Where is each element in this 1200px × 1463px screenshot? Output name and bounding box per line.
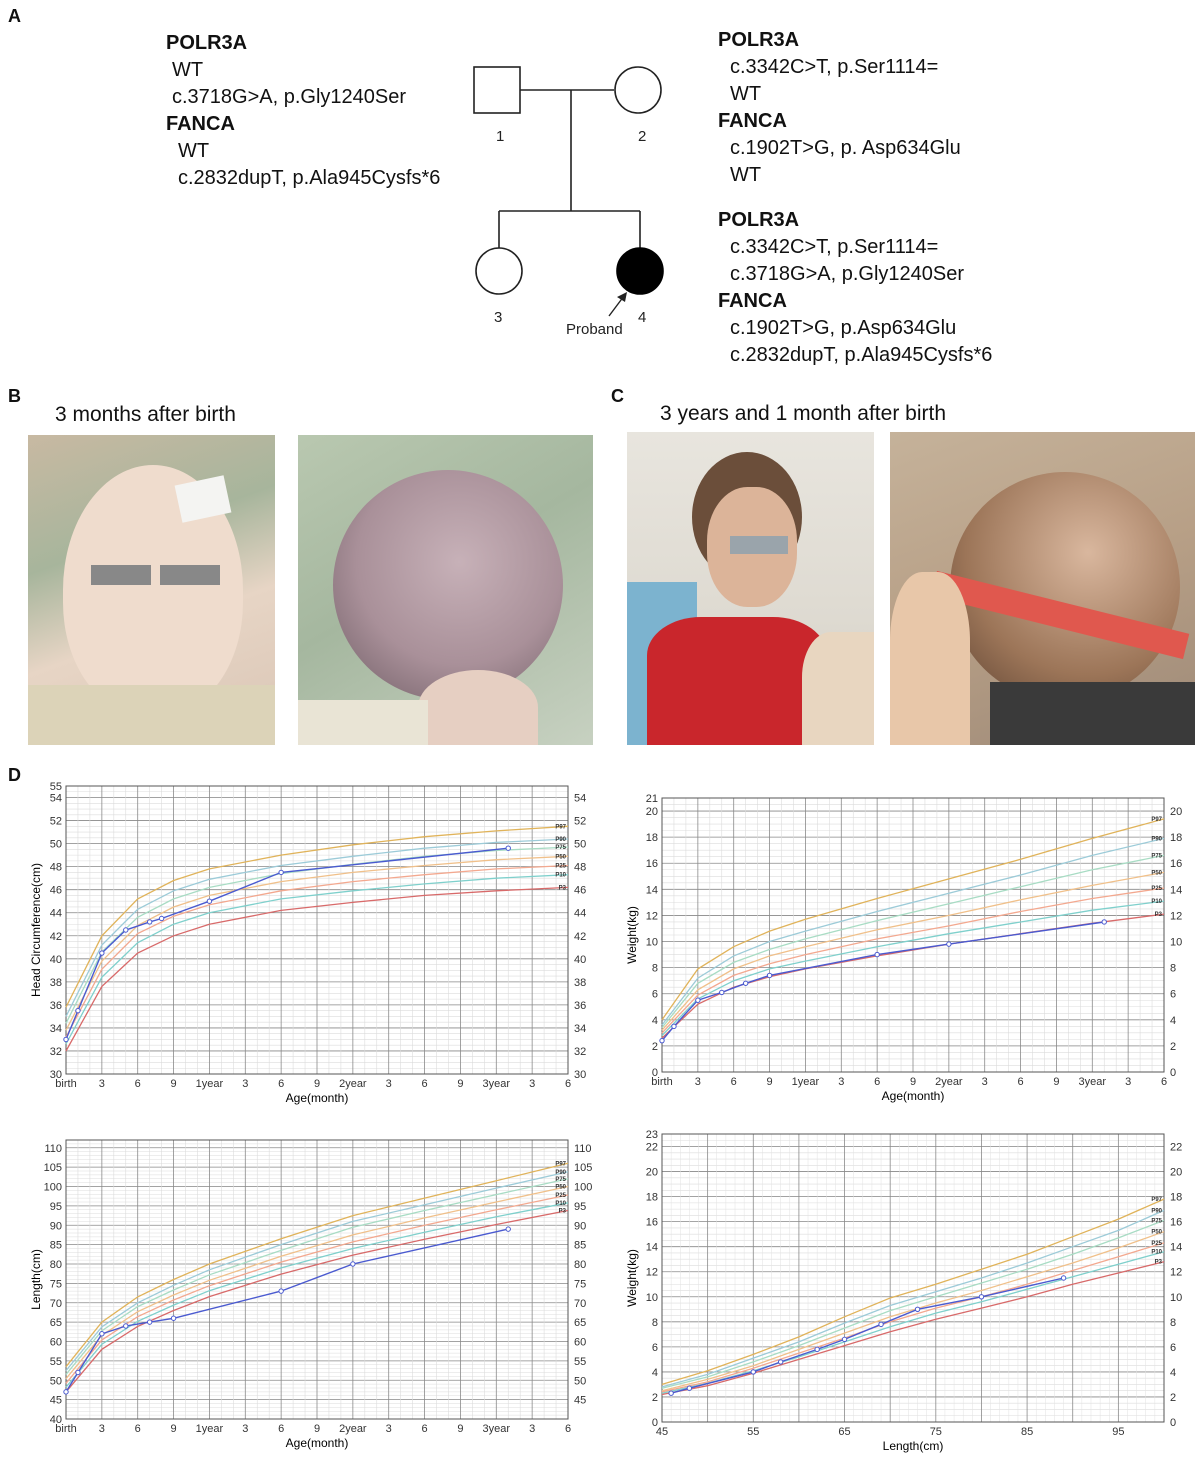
- infant-clothing: [28, 685, 275, 745]
- y-tick-label-right: 45: [574, 1394, 587, 1407]
- x-tick-label: 9: [457, 1423, 464, 1435]
- examiner-hand: [890, 572, 970, 745]
- y-tick-label: 44: [49, 907, 62, 920]
- x-tick-label: 85: [1020, 1426, 1034, 1438]
- patient-data-point: [767, 973, 771, 977]
- y-tick-label: 12: [645, 910, 658, 923]
- sibling-number: 3: [494, 309, 503, 326]
- percentile-label: P25: [555, 863, 566, 870]
- percentile-label: P75: [1151, 1218, 1162, 1225]
- patient-data-point: [64, 1390, 68, 1394]
- percentile-label: P3: [558, 885, 566, 892]
- child-dark-clothing: [990, 682, 1195, 745]
- y-axis-label: Weight(kg): [625, 906, 639, 964]
- x-tick-label: 3: [98, 1423, 105, 1435]
- x-tick-label: 3: [529, 1078, 536, 1090]
- y-tick-label-right: 32: [574, 1045, 587, 1058]
- percentile-label: P75: [555, 845, 566, 852]
- y-tick-label-right: 34: [574, 1022, 587, 1035]
- patient-data-point: [875, 952, 879, 956]
- y-tick-label: 40: [49, 1414, 62, 1426]
- y-tick-label: 100: [43, 1181, 62, 1194]
- mother-circle: [615, 67, 661, 113]
- percentile-label: P25: [1151, 886, 1162, 893]
- y-tick-label: 45: [49, 1394, 62, 1407]
- patient-data-point: [815, 1347, 819, 1351]
- percentile-label: P3: [1154, 1259, 1162, 1266]
- percentile-label: P90: [555, 1169, 566, 1176]
- x-tick-label: birth: [55, 1078, 77, 1090]
- panel-label-a: A: [8, 6, 21, 26]
- y-tick-label-right: 55: [574, 1355, 587, 1368]
- x-tick-label: 3: [385, 1078, 392, 1090]
- panel-label-c: C: [611, 386, 624, 406]
- y-tick-label-right: 22: [1170, 1141, 1183, 1154]
- y-tick-label: 50: [49, 838, 62, 851]
- percentile-label: P25: [1151, 1240, 1162, 1247]
- y-tick-label: 6: [651, 1341, 658, 1354]
- chart-grid: [662, 1134, 1164, 1422]
- adult-arm: [802, 632, 874, 745]
- panel-b-caption: 3 months after birth: [55, 403, 236, 426]
- y-tick-label-right: 6: [1170, 1341, 1177, 1354]
- infant-blanket: [298, 700, 428, 745]
- percentile-label: P25: [555, 1193, 566, 1200]
- proband-gene2-label: FANCA: [718, 290, 787, 312]
- father-gene1-label: POLR3A: [166, 32, 248, 54]
- x-tick-label: 95: [1112, 1426, 1125, 1438]
- x-tick-label: 6: [564, 1423, 572, 1435]
- weight-for-length-chart: [624, 1126, 1200, 1458]
- y-tick-label: 2: [651, 1391, 658, 1404]
- x-tick-label: 6: [730, 1076, 737, 1088]
- x-tick-label: 6: [278, 1078, 285, 1090]
- y-tick-label: 46: [49, 884, 62, 897]
- y-tick-label-right: 80: [574, 1259, 587, 1271]
- x-tick-label: 9: [766, 1076, 773, 1088]
- patient-data-point: [124, 1324, 128, 1328]
- patient-data-point: [76, 1008, 80, 1012]
- x-tick-label: 3: [385, 1423, 392, 1435]
- y-tick-label: 54: [49, 792, 62, 805]
- x-tick-label: birth: [55, 1423, 77, 1435]
- y-tick-label: 8: [651, 1316, 658, 1329]
- y-tick-label: 60: [49, 1336, 62, 1349]
- x-tick-label: 2year: [339, 1423, 367, 1435]
- infant-head-shape: [333, 470, 563, 700]
- mother-gene2-allele2: WT: [730, 164, 762, 186]
- patient-data-point: [207, 899, 211, 903]
- y-tick-label: 80: [49, 1259, 62, 1271]
- y-tick-label: 8: [651, 962, 658, 975]
- mother-number: 2: [638, 128, 647, 145]
- y-tick-label: 50: [49, 1375, 62, 1388]
- y-tick-label: 38: [49, 976, 62, 989]
- eye-mask-right: [160, 565, 220, 585]
- y-tick-label: 0: [651, 1067, 658, 1079]
- y-tick-label: 105: [43, 1162, 62, 1175]
- eye-mask-left: [91, 565, 151, 585]
- x-tick-label: 9: [1053, 1076, 1060, 1088]
- y-tick-label: 40: [49, 953, 62, 966]
- pedigree-diagram: [0, 0, 1200, 360]
- father-gene1-allele1: WT: [172, 59, 204, 81]
- y-tick-label-right: 12: [1170, 910, 1183, 923]
- percentile-label: P10: [555, 1200, 566, 1207]
- x-tick-label: 3: [98, 1078, 105, 1090]
- y-tick-label: 110: [44, 1142, 62, 1155]
- y-axis-label: Weight(kg): [625, 1249, 639, 1307]
- proband-circle: [617, 248, 663, 294]
- panel-label-b: B: [8, 386, 21, 406]
- y-tick-label-right: 14: [1170, 884, 1183, 897]
- y-tick-label-right: 42: [574, 930, 587, 943]
- x-tick-label: 6: [421, 1423, 428, 1435]
- y-tick-label-right: 2: [1170, 1040, 1177, 1053]
- y-tick-label-right: 110: [574, 1142, 592, 1155]
- panel-c-caption: 3 years and 1 month after birth: [660, 402, 946, 425]
- y-tick-label-right: 10: [1170, 1291, 1183, 1304]
- panel-label-d: D: [8, 765, 21, 785]
- x-axis-label: Length(cm): [882, 1439, 944, 1453]
- y-tick-label: 48: [49, 861, 62, 874]
- x-tick-label: 9: [170, 1078, 177, 1090]
- y-tick-label-right: 16: [1170, 1216, 1183, 1229]
- y-tick-label: 22: [645, 1141, 658, 1154]
- mother-gene1-allele1: c.3342C>T, p.Ser1114=: [730, 56, 939, 78]
- mother-gene2-label: FANCA: [718, 110, 787, 132]
- patient-data-point: [124, 928, 128, 932]
- percentile-label: P97: [1151, 816, 1162, 823]
- percentile-label: P90: [1151, 836, 1162, 843]
- x-axis-label: Age(month): [285, 1436, 349, 1450]
- x-tick-label: 3year: [482, 1078, 511, 1090]
- percentile-label: P3: [1154, 912, 1162, 919]
- x-tick-label: 3: [242, 1078, 249, 1090]
- x-tick-label: 75: [929, 1426, 942, 1438]
- y-tick-label-right: 105: [574, 1162, 593, 1175]
- x-tick-label: 3: [529, 1423, 536, 1435]
- proband-gene2-allele2: c.2832dupT, p.Ala945Cysfs*6: [730, 344, 993, 366]
- patient-data-point: [979, 1295, 983, 1299]
- patient-data-point: [669, 1391, 673, 1395]
- y-tick-label-right: 46: [574, 884, 587, 897]
- patient-data-point: [660, 1038, 664, 1042]
- patient-data-point: [879, 1322, 883, 1326]
- y-tick-label-right: 40: [574, 953, 587, 966]
- y-axis-label: Head Circumference(cm): [29, 862, 43, 998]
- patient-data-point: [279, 1289, 283, 1293]
- patient-data-point: [696, 998, 700, 1002]
- patient-data-point: [147, 920, 151, 924]
- x-tick-label: 3year: [1078, 1076, 1107, 1088]
- y-tick-label-right: 50: [574, 838, 587, 851]
- y-tick-label-right: 2: [1170, 1391, 1177, 1404]
- y-tick-label: 55: [49, 1355, 62, 1368]
- y-tick-label-right: 52: [574, 815, 587, 828]
- y-tick-label-right: 90: [574, 1220, 587, 1233]
- father-gene2-label: FANCA: [166, 113, 235, 135]
- x-tick-label: 6: [134, 1078, 141, 1090]
- x-tick-label: 3: [1125, 1076, 1132, 1088]
- patient-data-point: [279, 870, 283, 874]
- father-number: 1: [496, 128, 505, 145]
- y-tick-label: 16: [645, 1216, 658, 1229]
- percentile-label: P90: [1151, 1208, 1162, 1215]
- proband-number: 4: [638, 309, 647, 326]
- x-tick-label: 1year: [195, 1423, 224, 1435]
- patient-data-point: [100, 951, 104, 955]
- x-tick-label: 65: [838, 1426, 851, 1438]
- y-tick-label: 34: [49, 1022, 62, 1035]
- percentile-label: P75: [555, 1176, 566, 1183]
- y-tick-label: 14: [645, 884, 658, 897]
- x-tick-label: 6: [874, 1076, 881, 1088]
- y-tick-label-right: 10: [1170, 936, 1183, 949]
- x-tick-label: 3: [838, 1076, 845, 1088]
- y-tick-label: 2: [651, 1040, 658, 1053]
- y-tick-label-right: 54: [574, 792, 587, 805]
- patient-data-point: [743, 981, 747, 985]
- percentile-label: P50: [1151, 1229, 1162, 1236]
- proband-gene1-label: POLR3A: [718, 209, 800, 231]
- y-tick-label: 14: [645, 1241, 658, 1254]
- y-tick-label-right: 0: [1170, 1067, 1177, 1079]
- x-tick-label: 6: [564, 1078, 572, 1090]
- x-tick-label: 9: [313, 1078, 321, 1090]
- y-tick-label: 16: [645, 858, 658, 871]
- y-tick-label-right: 0: [1170, 1417, 1177, 1429]
- x-tick-label: 1year: [791, 1076, 820, 1088]
- photo-head-measurement: [890, 432, 1195, 745]
- x-tick-label: 2year: [935, 1076, 963, 1088]
- percentile-label: P10: [555, 872, 566, 879]
- x-tick-label: 45: [655, 1426, 669, 1438]
- y-tick-label: 10: [645, 936, 658, 949]
- patient-growth-line: [662, 922, 1104, 1041]
- patient-data-point: [506, 846, 510, 850]
- mother-gene1-label: POLR3A: [718, 29, 800, 51]
- x-tick-label: 1year: [195, 1078, 224, 1090]
- y-tick-label-right: 18: [1170, 1191, 1183, 1204]
- weight-for-age-chart: [624, 790, 1200, 1110]
- y-tick-label: 18: [645, 832, 658, 845]
- percentile-curve-p75: [662, 1220, 1164, 1388]
- y-tick-label-right: 95: [574, 1200, 587, 1213]
- y-tick-label: 21: [645, 793, 658, 805]
- x-tick-label: birth: [651, 1076, 673, 1088]
- y-tick-label-right: 100: [574, 1181, 593, 1194]
- proband-arrowhead-icon: [617, 292, 627, 302]
- father-gene2-allele1: WT: [178, 140, 210, 162]
- y-tick-label-right: 14: [1170, 1241, 1183, 1254]
- x-tick-label: 3: [694, 1076, 701, 1088]
- x-tick-label: 3: [242, 1423, 249, 1435]
- x-tick-label: 6: [1017, 1076, 1024, 1088]
- patient-data-point: [1061, 1276, 1065, 1280]
- photo-child-portrait: [627, 432, 874, 745]
- y-tick-label-right: 18: [1170, 832, 1183, 845]
- patient-data-point: [842, 1337, 846, 1341]
- y-tick-label: 70: [49, 1297, 62, 1310]
- percentile-curve-p97: [662, 1199, 1164, 1384]
- y-tick-label-right: 8: [1170, 1316, 1177, 1329]
- y-tick-label: 90: [49, 1220, 62, 1233]
- patient-data-point: [947, 942, 951, 946]
- y-tick-label-right: 6: [1170, 988, 1177, 1001]
- proband-gene1-allele1: c.3342C>T, p.Ser1114=: [730, 236, 939, 258]
- y-tick-label: 12: [645, 1266, 658, 1279]
- y-axis-label: Length(cm): [29, 1249, 43, 1310]
- y-tick-label: 10: [645, 1291, 658, 1304]
- patient-data-point: [64, 1037, 68, 1041]
- proband-gene1-allele2: c.3718G>A, p.Gly1240Ser: [730, 263, 965, 285]
- y-tick-label-right: 36: [574, 999, 587, 1012]
- y-tick-label: 95: [49, 1200, 62, 1213]
- percentile-label: P50: [1151, 870, 1162, 877]
- mother-gene2-allele1: c.1902T>G, p. Asp634Glu: [730, 137, 961, 159]
- patient-data-point: [687, 1386, 691, 1390]
- y-tick-label-right: 70: [574, 1297, 587, 1310]
- patient-data-point: [506, 1227, 510, 1231]
- y-tick-label-right: 65: [574, 1317, 587, 1330]
- patient-data-point: [171, 1316, 175, 1320]
- y-tick-label: 55: [49, 781, 62, 793]
- y-tick-label: 20: [645, 806, 658, 819]
- mother-gene1-allele2: WT: [730, 83, 762, 105]
- y-tick-label-right: 16: [1170, 858, 1183, 871]
- head-circumference-chart: [28, 778, 608, 1110]
- patient-data-point: [672, 1024, 676, 1028]
- y-tick-label: 0: [651, 1417, 658, 1429]
- x-tick-label: 6: [1160, 1076, 1168, 1088]
- father-gene1-allele2: c.3718G>A, p.Gly1240Ser: [172, 86, 407, 108]
- x-tick-label: 6: [421, 1078, 428, 1090]
- patient-data-point: [76, 1370, 80, 1374]
- x-tick-label: 9: [909, 1076, 917, 1088]
- child-red-shirt: [647, 617, 827, 745]
- y-tick-label-right: 20: [1170, 1166, 1183, 1179]
- percentile-label: P50: [555, 1184, 566, 1191]
- patient-data-point: [751, 1370, 755, 1374]
- y-tick-label: 4: [651, 1014, 658, 1027]
- proband-label: Proband: [566, 321, 623, 338]
- y-tick-label: 65: [49, 1317, 62, 1330]
- y-tick-label-right: 60: [574, 1336, 587, 1349]
- y-tick-label-right: 20: [1170, 806, 1183, 819]
- y-tick-label-right: 75: [574, 1278, 587, 1291]
- x-tick-label: 3year: [482, 1423, 511, 1435]
- percentile-label: P97: [555, 824, 566, 831]
- x-axis-label: Age(month): [285, 1091, 349, 1105]
- percentile-label: P90: [555, 836, 566, 843]
- percentile-label: P75: [1151, 853, 1162, 860]
- x-tick-label: 9: [457, 1078, 464, 1090]
- percentile-label: P10: [1151, 899, 1162, 906]
- y-tick-label: 36: [49, 999, 62, 1012]
- patient-data-point: [351, 1262, 355, 1266]
- sibling-circle: [476, 248, 522, 294]
- infant-ear-area: [418, 670, 538, 745]
- y-tick-label: 4: [651, 1366, 658, 1379]
- y-tick-label: 20: [645, 1166, 658, 1179]
- x-tick-label: 55: [747, 1426, 760, 1438]
- y-tick-label-right: 4: [1170, 1014, 1177, 1027]
- y-tick-label: 52: [49, 815, 62, 828]
- y-tick-label: 32: [49, 1045, 62, 1058]
- patient-data-point: [1102, 920, 1106, 924]
- y-tick-label: 75: [49, 1278, 62, 1291]
- photo-infant-face: [28, 435, 275, 745]
- patient-data-point: [915, 1307, 919, 1311]
- patient-data-point: [159, 916, 163, 920]
- y-tick-label-right: 48: [574, 861, 587, 874]
- y-tick-label-right: 38: [574, 976, 587, 989]
- x-tick-label: 6: [278, 1423, 285, 1435]
- proband-gene2-allele1: c.1902T>G, p.Asp634Glu: [730, 317, 957, 339]
- patient-data-point: [100, 1332, 104, 1336]
- y-tick-label-right: 85: [574, 1239, 587, 1252]
- x-tick-label: 3: [981, 1076, 988, 1088]
- percentile-label: P97: [555, 1161, 566, 1168]
- y-tick-label: 18: [645, 1191, 658, 1204]
- x-tick-label: 9: [170, 1423, 177, 1435]
- percentile-label: P3: [558, 1208, 566, 1215]
- patient-data-point: [778, 1360, 782, 1364]
- y-tick-label-right: 4: [1170, 1366, 1177, 1379]
- y-tick-label: 30: [49, 1069, 62, 1081]
- y-tick-label: 42: [49, 930, 62, 943]
- x-tick-label: 6: [134, 1423, 141, 1435]
- father-square: [474, 67, 520, 113]
- patient-data-point: [147, 1320, 151, 1324]
- y-tick-label: 6: [651, 988, 658, 1001]
- y-tick-label: 23: [645, 1129, 658, 1141]
- percentile-label: P97: [1151, 1197, 1162, 1204]
- chart-grid: [66, 786, 568, 1074]
- photo-infant-scalp: [298, 435, 593, 745]
- length-for-age-chart: [28, 1132, 608, 1457]
- patient-data-point: [720, 990, 724, 994]
- x-tick-label: 9: [313, 1423, 321, 1435]
- y-tick-label: 85: [49, 1239, 62, 1252]
- y-tick-label-right: 44: [574, 907, 587, 920]
- child-eye-mask: [730, 536, 788, 554]
- x-tick-label: 2year: [339, 1078, 367, 1090]
- y-tick-label-right: 50: [574, 1375, 587, 1388]
- y-tick-label-right: 8: [1170, 962, 1177, 975]
- father-gene2-allele2: c.2832dupT, p.Ala945Cysfs*6: [178, 167, 441, 189]
- percentile-label: P50: [555, 854, 566, 861]
- y-tick-label-right: 12: [1170, 1266, 1183, 1279]
- y-tick-label-right: 30: [574, 1069, 587, 1081]
- percentile-label: P10: [1151, 1249, 1162, 1256]
- x-axis-label: Age(month): [881, 1089, 945, 1103]
